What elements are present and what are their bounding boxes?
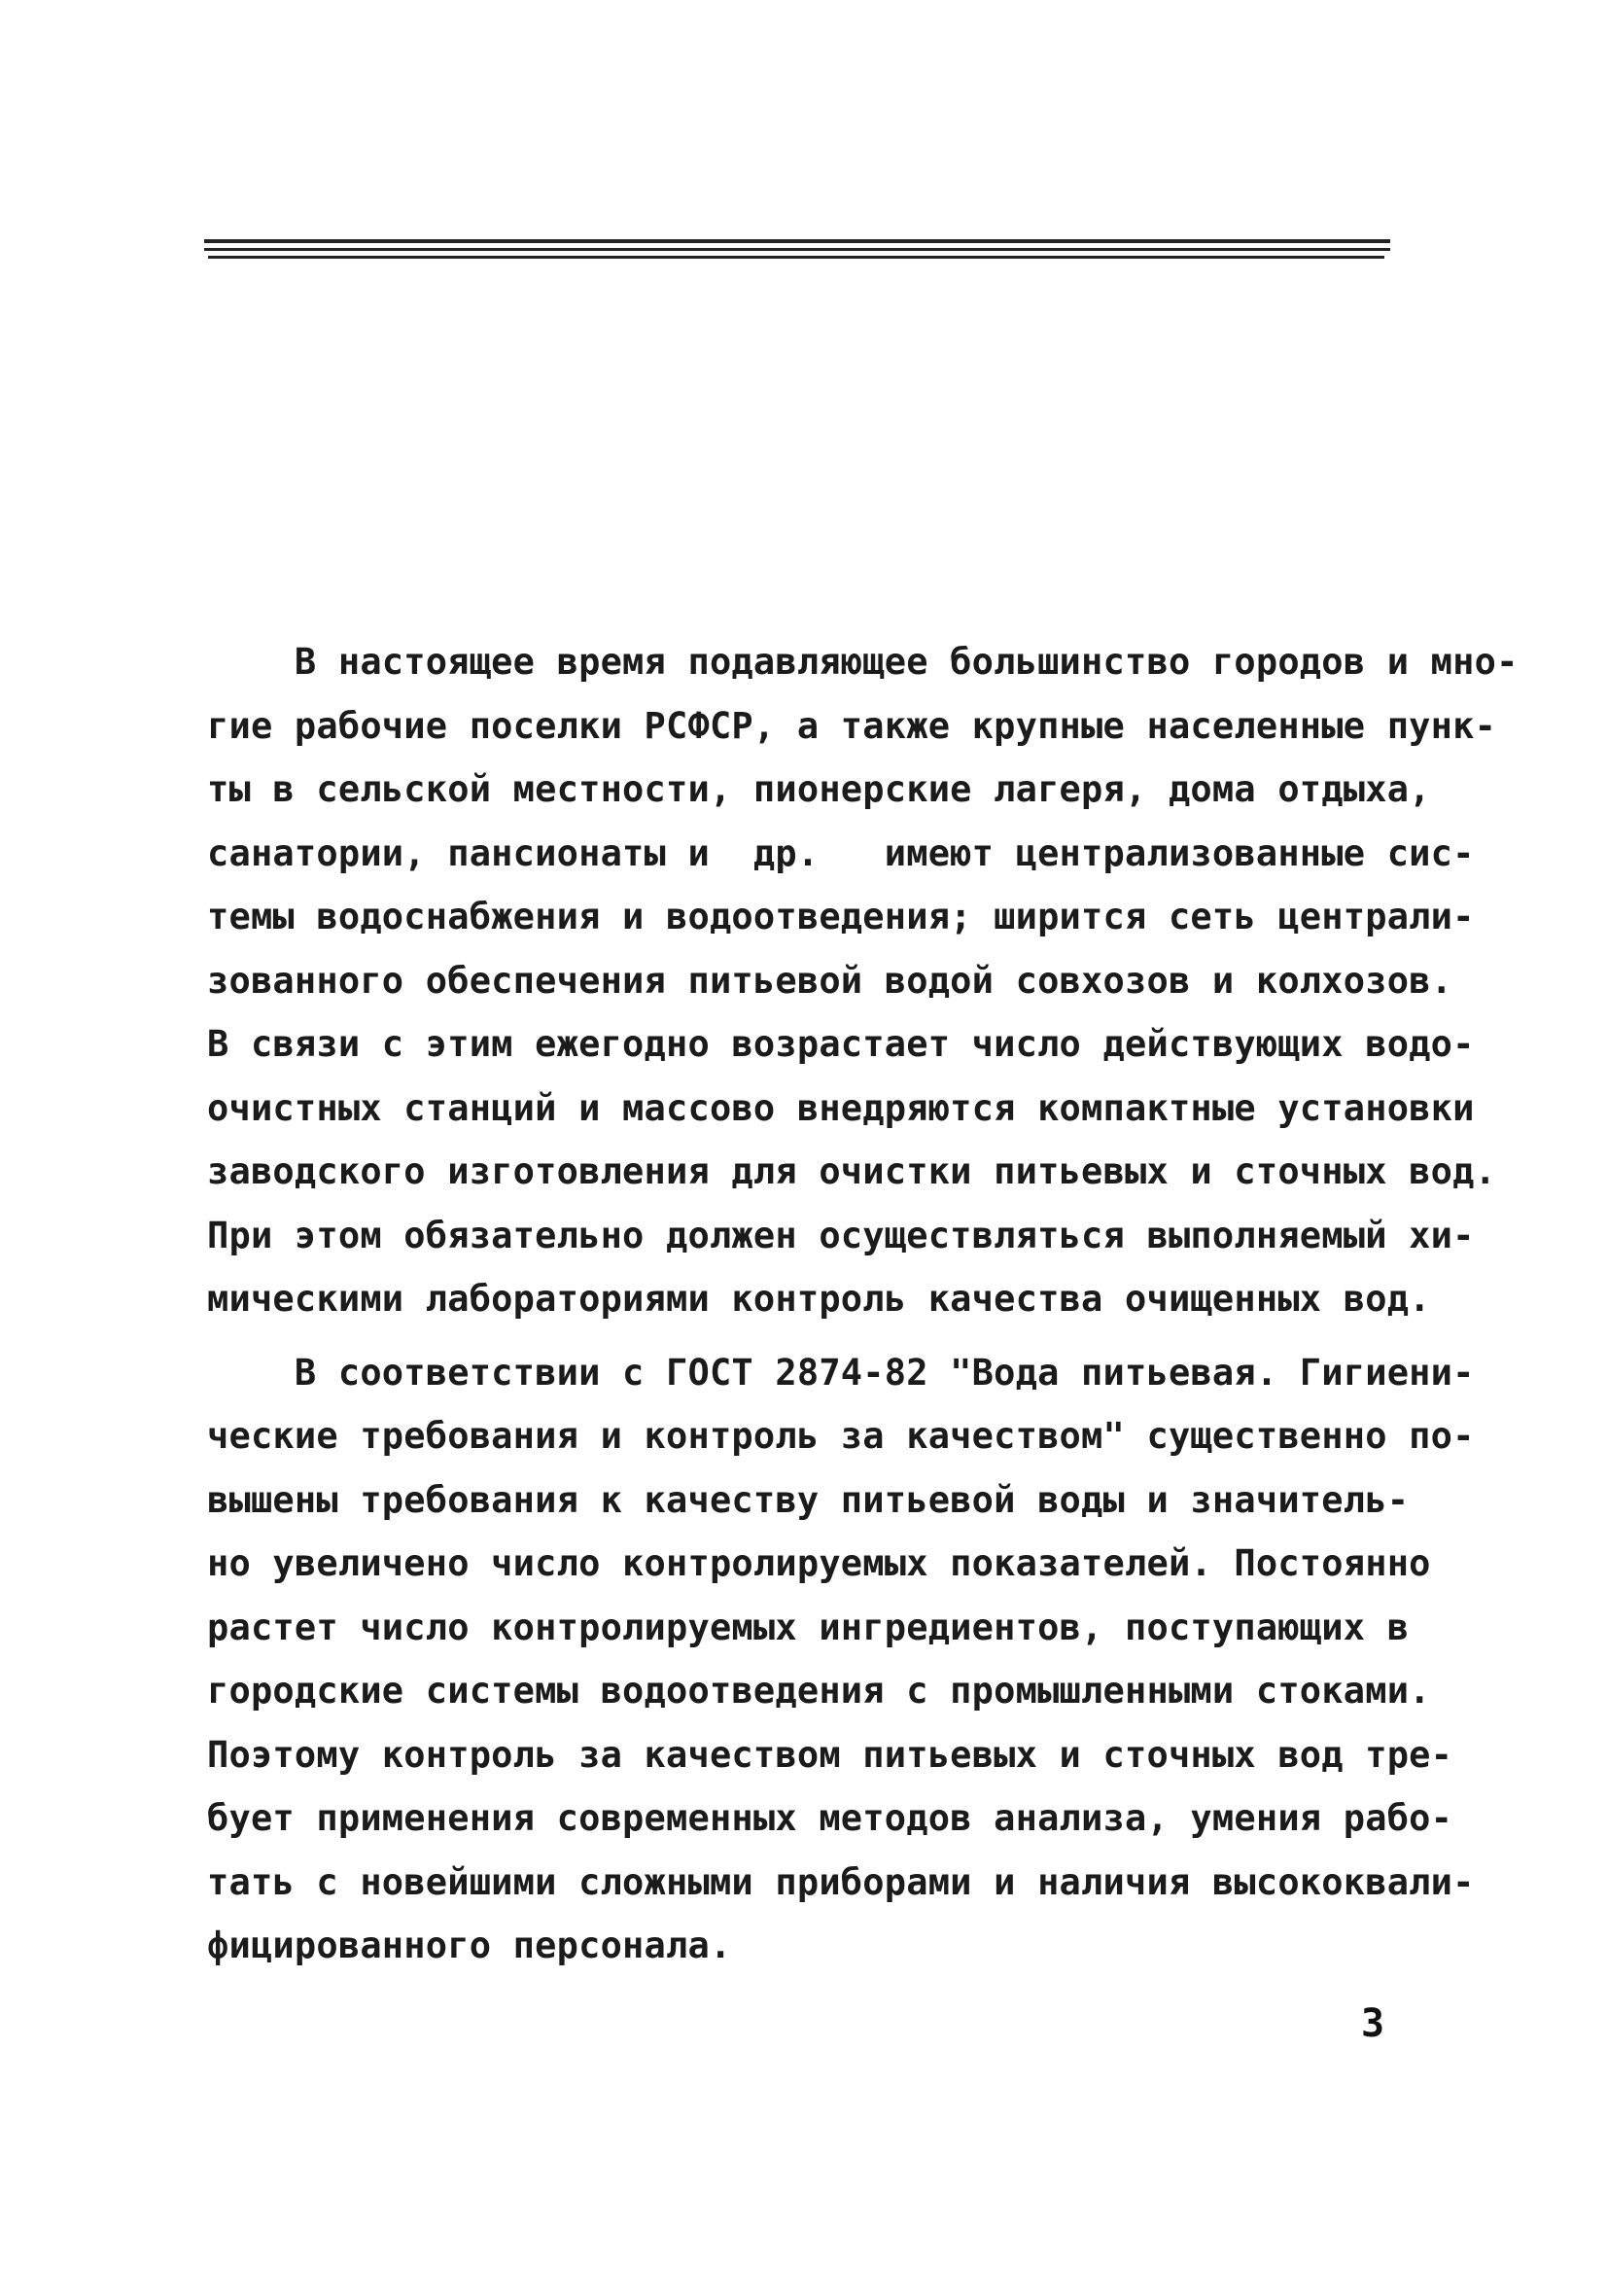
text-line: ты в сельской местности, пионерские лагеря, дома отдыха,	[207, 768, 1431, 810]
text-line: тать с новейшими сложными приборами и наличия высококвали-	[207, 1860, 1475, 1903]
page-number: 3	[1361, 2001, 1385, 2046]
text-line: зованного обеспечения питьевой водой совхозов и колхозов.	[207, 959, 1453, 1002]
text-line: При этом обязательно должен осуществляться выполняемый хи-	[207, 1214, 1475, 1256]
text-line: растет число контролируемых ингредиентов, поступающих в	[207, 1606, 1410, 1648]
text-line: В связи с этим ежегодно возрастает число действующих водо-	[207, 1023, 1475, 1065]
text-line: мическими лабораториями контроль качества очищенных вод.	[207, 1278, 1431, 1320]
text-line: городские системы водоотведения с промышленными стоками.	[207, 1670, 1431, 1712]
text-line: очистных станций и массово внедряются компактные установки	[207, 1086, 1475, 1129]
text-line: заводского изготовления для очистки питьевых и сточных вод.	[207, 1150, 1497, 1192]
header-rule-line	[204, 248, 1390, 251]
text-line: фицированного персонала.	[207, 1925, 732, 1966]
text-line: В соответствии с ГОСТ 2874-82 "Вода питьевая. Гигиени-	[207, 1351, 1475, 1394]
header-rule-line	[204, 239, 1390, 243]
text-line: вышены требования к качеству питьевой воды и значитель-	[207, 1478, 1410, 1521]
text-line: бует применения современных методов анализа, умения рабо-	[207, 1797, 1453, 1839]
header-rule-line	[208, 256, 1384, 259]
body-text	[207, 630, 1519, 1978]
text-line: гие рабочие поселки РСФСР, а также крупные населенные пунк-	[207, 704, 1497, 747]
text-line: Поэтому контроль за качеством питьевых и сточных вод тре-	[207, 1733, 1453, 1776]
header-rule	[204, 239, 1390, 265]
text-line: темы водоснабжения и водоотведения; ширится сеть централи-	[207, 896, 1475, 937]
text-line: ческие требования и контроль за качеством" существенно по-	[207, 1415, 1475, 1457]
paragraph-1	[207, 630, 1519, 1331]
text-line: В настоящее время подавляющее большинство городов и мно-	[207, 641, 1519, 683]
paragraph-2	[207, 1341, 1475, 1978]
text-line: но увеличено число контролируемых показателей. Постоянно	[207, 1542, 1431, 1584]
text-line: санатории, пансионаты и др. имеют централизованные сис-	[207, 831, 1475, 874]
